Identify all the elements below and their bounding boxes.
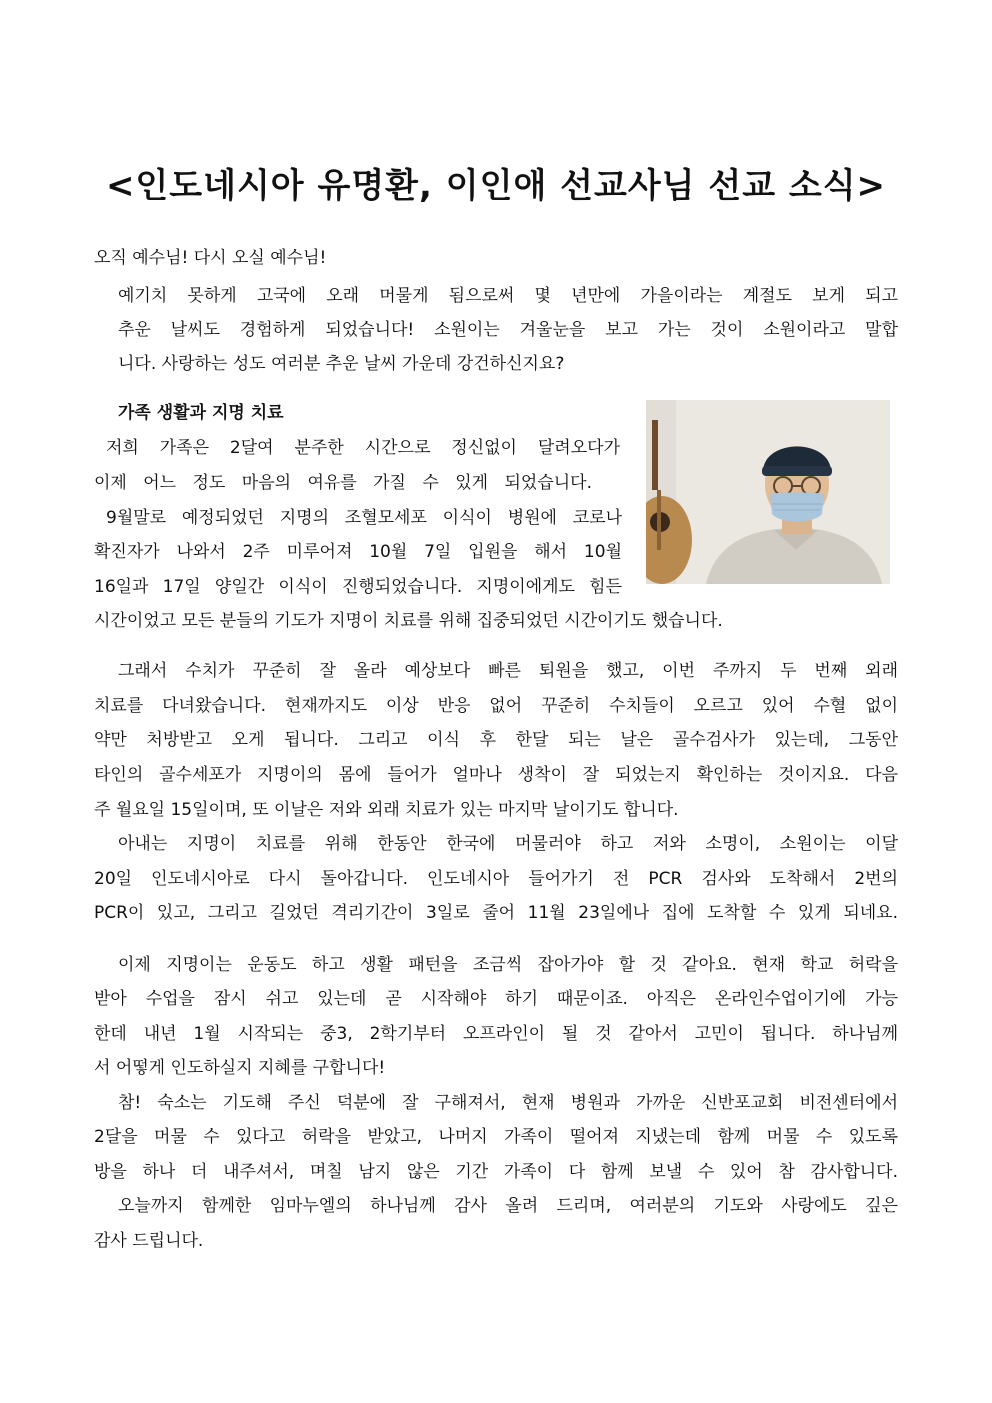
paragraph-line: 그래서 수치가 꾸준히 잘 올라 예상보다 빠른 퇴원을 했고, 이번 주까지 두 번째 외래 — [118, 661, 898, 681]
paragraph-line: 참! 숙소는 기도해 주신 덕분에 잘 구해져서, 현재 병원과 가까운 신반포교회 비전센터에서 — [118, 1093, 898, 1113]
page-title: <인도네시아 유명환, 이인애 선교사님 선교 소식> — [105, 166, 887, 206]
paragraph-line: 서 어떻게 인도하실지 지혜를 구합니다! — [94, 1058, 386, 1078]
section-line: 16일과 17일 양일간 이식이 진행되었습니다. 지명이에게도 힘든 — [94, 577, 622, 597]
intro-line: 추운 날씨도 경험하게 되었습니다! 소원이는 겨울눈을 보고 가는 것이 소원이라고 말합 — [118, 320, 898, 340]
section-line: 확진자가 나와서 2주 미루어져 10월 7일 입원을 해서 10월 — [94, 542, 622, 562]
paragraph-line: 타인의 골수세포가 지명이의 몸에 들어가 얼마나 생착이 잘 되었는지 확인하는 것이지요. 다음 — [94, 765, 898, 785]
paragraph-line: 방을 하나 더 내주셔서, 며칠 남지 않은 기간 가족이 다 함께 보낼 수 있어 참 감사합니다. — [94, 1162, 898, 1182]
paragraph-line: 2달을 머물 수 있다고 허락을 받았고, 나머지 가족이 떨어져 지냈는데 함께 머물 수 있도록 — [94, 1127, 898, 1147]
paragraph-line: 받아 수업을 잠시 쉬고 있는데 곧 시작해야 하기 때문이죠. 아직은 온라인수업이기에 가능 — [94, 989, 898, 1009]
paragraph-line: 20일 인도네시아로 다시 돌아갑니다. 인도네시아 들어가기 전 PCR 검사와 도착해서 2번의 — [94, 869, 898, 889]
paragraph-line: 주 월요일 15일이며, 또 이날은 저와 외래 치료가 있는 마지막 날이기도 합니다. — [94, 800, 679, 820]
section-line: 시간이었고 모든 분들의 기도가 지명이 치료를 위해 집중되었던 시간이기도 했습니다. — [94, 611, 723, 631]
intro-line: 니다. 사랑하는 성도 여러분 추운 날씨 가운데 강건하신지요? — [118, 354, 565, 374]
paragraph-line: 오늘까지 함께한 임마누엘의 하나님께 감사 올려 드리며, 여러분의 기도와 사랑에도 깊은 — [118, 1196, 898, 1216]
missionary-photo — [646, 400, 890, 584]
person-with-guitar-image — [646, 400, 890, 584]
section-line: 저희 가족은 2달여 분주한 시간으로 정신없이 달려오다가 — [106, 438, 620, 458]
paragraph-line: 감사 드립니다. — [94, 1231, 204, 1251]
paragraph-line: 약만 처방받고 오게 됩니다. 그리고 이식 후 한달 되는 날은 골수검사가 있는데, 그동안 — [94, 730, 898, 750]
intro-line: 예기치 못하게 고국에 오래 머물게 됨으로써 몇 년만에 가을이라는 계절도 보게 되고 — [118, 286, 898, 306]
paragraph-line: 한데 내년 1월 시작되는 중3, 2학기부터 오프라인이 될 것 같아서 고민이 됩니다. 하나님께 — [94, 1024, 898, 1044]
paragraph-line: 이제 지명이는 운동도 하고 생활 패턴을 조금씩 잡아가야 할 것 같아요. 현재 학교 허락을 — [118, 955, 898, 975]
greeting-text: 오직 예수님! 다시 오실 예수님! — [94, 248, 327, 268]
section-line: 9월말로 예정되었던 지명의 조혈모세포 이식이 병원에 코로나 — [106, 508, 622, 528]
section-line: 이제 어느 정도 마음의 여유를 가질 수 있게 되었습니다. — [94, 473, 592, 493]
paragraph-line: 치료를 다녀왔습니다. 현재까지도 이상 반응 없어 꾸준히 수치들이 오르고 있어 수혈 없이 — [94, 696, 898, 716]
section-heading: 가족 생활과 지명 치료 — [118, 403, 284, 423]
paragraph-line: 아내는 지명이 치료를 위해 한동안 한국에 머물러야 하고 저와 소명이, 소원이는 이달 — [118, 834, 898, 854]
paragraph-line: PCR이 있고, 그리고 길었던 격리기간이 3일로 줄어 11월 23일에나 집에 도착할 수 있게 되네요. — [94, 903, 898, 923]
